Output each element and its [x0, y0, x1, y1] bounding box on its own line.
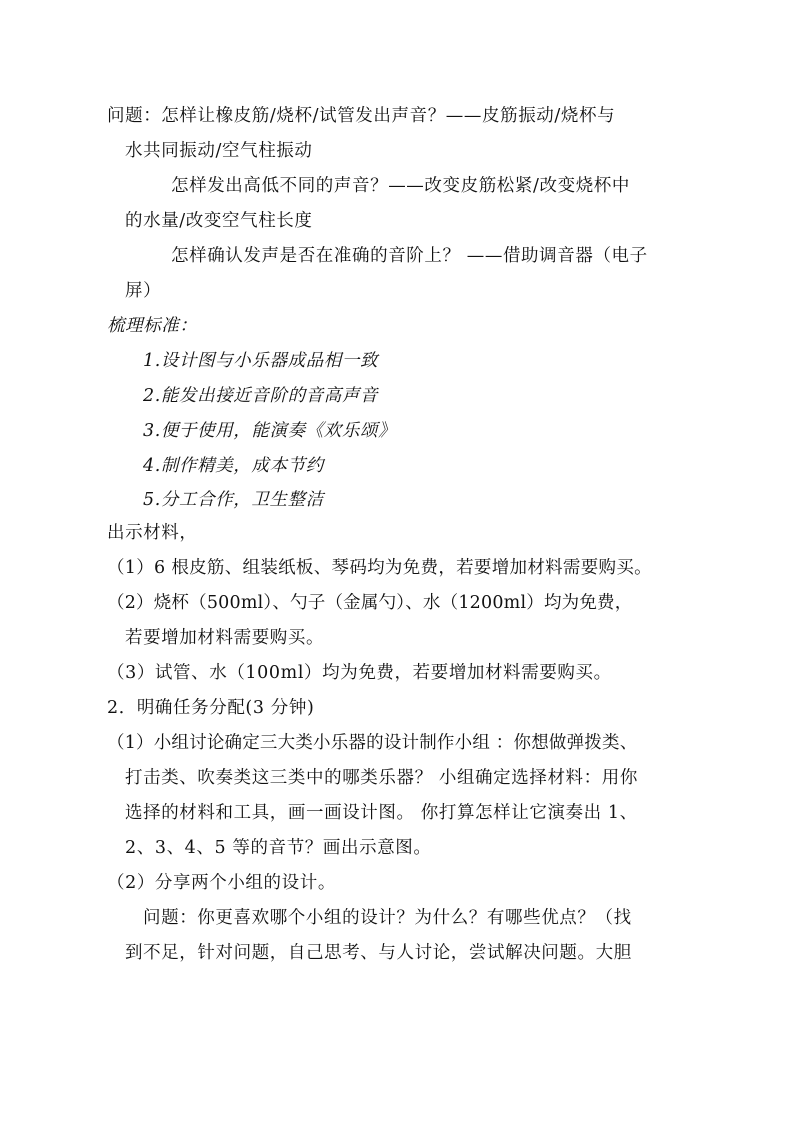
problem-3-line-2: 屏）	[125, 281, 162, 301]
section-2-item-1-line-1: （1）小组讨论确定三大类小乐器的设计制作小组 ：你想做弹拨类、	[107, 733, 638, 753]
materials-item-3: （3）试管、水（100ml）均为免费，若要增加材料需要购买。	[107, 663, 612, 683]
standard-item-1: 1.设计图与小乐器成品相一致	[143, 351, 379, 371]
section-2-item-1-line-3: 选择的材料和工具，画一画设计图。 你打算怎样让它演奏出 1、	[125, 803, 638, 823]
problem-1-line-1: 问题：怎样让橡皮筋/烧杯/试管发出声音？——皮筋振动/烧杯与	[107, 106, 616, 126]
materials-title: 出示材料，	[107, 523, 198, 543]
section-2-question-line-2: 到不足，针对问题，自己思考、与人讨论，尝试解决问题。大胆	[125, 943, 632, 963]
problem-2-line-2: 的水量/改变空气柱长度	[125, 211, 313, 231]
problem-2-line-1: 怎样发出高低不同的声音？——改变皮筋松紧/改变烧杯中	[171, 176, 630, 196]
section-2-item-1-line-4: 2、3、4、5 等的音节？画出示意图。	[125, 838, 432, 858]
section-2-item-2: （2）分享两个小组的设计。	[107, 873, 336, 893]
section-2-question-line-1: 问题：你更喜欢哪个小组的设计？为什么？有哪些优点？（找	[143, 908, 632, 928]
section-2-item-1-line-2: 打击类、吹奏类这三类中的哪类乐器？ 小组确定选择材料：用你	[125, 768, 638, 788]
standards-title: 梳理标准：	[107, 316, 198, 336]
standard-item-4: 4.制作精美，成本节约	[143, 456, 324, 476]
problem-3-line-1: 怎样确认发声是否在准确的音阶上？ ——借助调音器（电子	[171, 246, 648, 266]
materials-item-2-line-1: （2）烧杯（500ml）、勺子（金属勺）、水（1200ml）均为免费，	[107, 593, 633, 613]
standard-item-3: 3.便于使用，能演奏《欢乐颂》	[143, 421, 397, 441]
section-2-title: 2．明确任务分配(3 分钟)	[107, 698, 315, 718]
materials-item-1: （1）6 根皮筋、组装纸板、琴码均为免费，若要增加材料需要购买。	[107, 558, 652, 578]
standard-item-2: 2.能发出接近音阶的音高声音	[143, 386, 379, 406]
materials-item-2-line-2: 若要增加材料需要购买。	[125, 628, 325, 648]
standard-item-5: 5.分工合作，卫生整洁	[143, 490, 324, 510]
problem-1-line-2: 水共同振动/空气柱振动	[125, 141, 313, 161]
